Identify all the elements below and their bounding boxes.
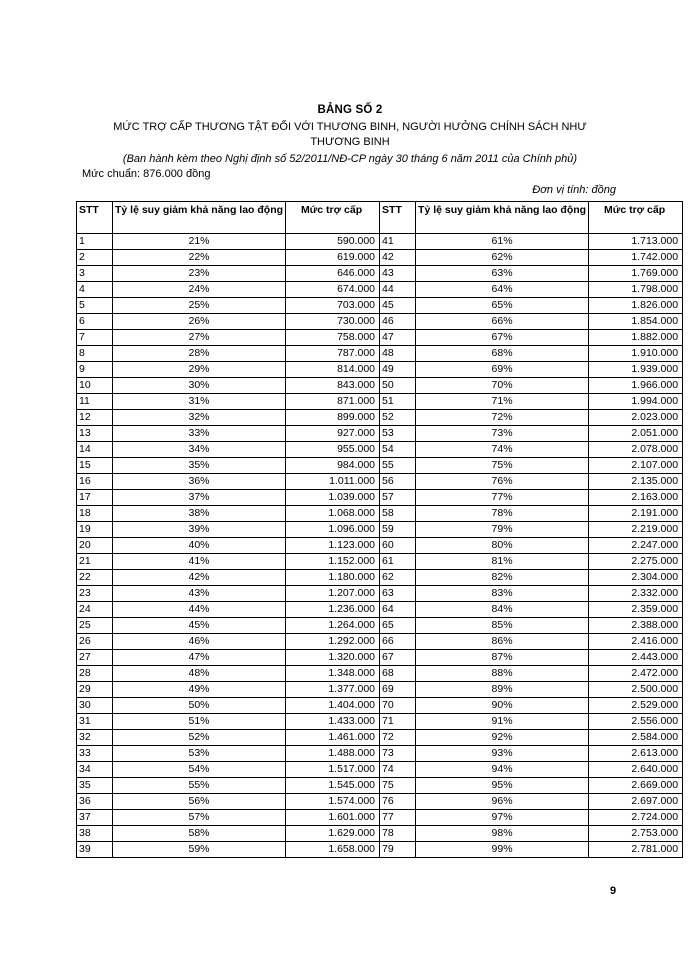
row-stt: 25	[77, 618, 113, 634]
row-stt: 6	[77, 314, 113, 330]
row-rate: 82%	[416, 570, 589, 586]
row-amount: 814.000	[286, 362, 380, 378]
row-stt: 74	[380, 762, 416, 778]
row-stt: 58	[380, 506, 416, 522]
row-amount: 2.023.000	[589, 410, 683, 426]
row-stt: 21	[77, 554, 113, 570]
row-amount: 927.000	[286, 426, 380, 442]
row-rate: 54%	[113, 762, 286, 778]
row-stt: 49	[380, 362, 416, 378]
row-rate: 81%	[416, 554, 589, 570]
row-amount: 2.135.000	[589, 474, 683, 490]
row-stt: 30	[77, 698, 113, 714]
column-header: STT	[77, 202, 113, 234]
row-rate: 83%	[416, 586, 589, 602]
column-header: Mức trợ cấp	[286, 202, 380, 234]
row-stt: 1	[77, 234, 113, 250]
row-amount: 619.000	[286, 250, 380, 266]
row-rate: 55%	[113, 778, 286, 794]
row-stt: 4	[77, 282, 113, 298]
row-amount: 1.742.000	[589, 250, 683, 266]
table-row	[77, 314, 683, 330]
row-rate: 32%	[113, 410, 286, 426]
row-amount: 2.219.000	[589, 522, 683, 538]
row-amount: 2.107.000	[589, 458, 683, 474]
row-stt: 36	[77, 794, 113, 810]
table-row	[77, 234, 683, 250]
row-rate: 25%	[113, 298, 286, 314]
row-stt: 37	[77, 810, 113, 826]
row-amount: 758.000	[286, 330, 380, 346]
row-amount: 1.629.000	[286, 826, 380, 842]
row-stt: 17	[77, 490, 113, 506]
row-amount: 2.163.000	[589, 490, 683, 506]
row-amount: 1.994.000	[589, 394, 683, 410]
row-rate: 47%	[113, 650, 286, 666]
row-rate: 50%	[113, 698, 286, 714]
row-rate: 39%	[113, 522, 286, 538]
row-amount: 1.826.000	[589, 298, 683, 314]
row-amount: 2.078.000	[589, 442, 683, 458]
row-rate: 34%	[113, 442, 286, 458]
row-stt: 39	[77, 842, 113, 858]
row-rate: 43%	[113, 586, 286, 602]
base-rate: Mức chuẩn: 876.000 đồng	[82, 168, 211, 180]
allowance-table	[76, 201, 683, 858]
row-rate: 41%	[113, 554, 286, 570]
row-rate: 71%	[416, 394, 589, 410]
row-rate: 94%	[416, 762, 589, 778]
row-amount: 2.669.000	[589, 778, 683, 794]
row-amount: 984.000	[286, 458, 380, 474]
row-amount: 2.584.000	[589, 730, 683, 746]
row-amount: 703.000	[286, 298, 380, 314]
column-header: Tỷ lệ suy giảm khả năng lao động	[113, 202, 286, 234]
row-rate: 64%	[416, 282, 589, 298]
row-stt: 9	[77, 362, 113, 378]
row-stt: 67	[380, 650, 416, 666]
row-rate: 35%	[113, 458, 286, 474]
row-rate: 97%	[416, 810, 589, 826]
row-rate: 93%	[416, 746, 589, 762]
row-stt: 32	[77, 730, 113, 746]
row-rate: 29%	[113, 362, 286, 378]
row-rate: 66%	[416, 314, 589, 330]
page-number: 9	[610, 885, 617, 897]
table-row	[77, 250, 683, 266]
row-amount: 730.000	[286, 314, 380, 330]
row-stt: 13	[77, 426, 113, 442]
row-amount: 1.966.000	[589, 378, 683, 394]
row-amount: 1.769.000	[589, 266, 683, 282]
row-amount: 2.500.000	[589, 682, 683, 698]
table-row	[77, 682, 683, 698]
table-row	[77, 714, 683, 730]
row-amount: 955.000	[286, 442, 380, 458]
row-amount: 590.000	[286, 234, 380, 250]
row-rate: 21%	[113, 234, 286, 250]
row-stt: 23	[77, 586, 113, 602]
row-stt: 48	[380, 346, 416, 362]
row-amount: 1.320.000	[286, 650, 380, 666]
row-amount: 1.236.000	[286, 602, 380, 618]
row-rate: 49%	[113, 682, 286, 698]
row-amount: 1.713.000	[589, 234, 683, 250]
row-stt: 68	[380, 666, 416, 682]
row-amount: 674.000	[286, 282, 380, 298]
row-rate: 76%	[416, 474, 589, 490]
row-amount: 2.640.000	[589, 762, 683, 778]
row-stt: 22	[77, 570, 113, 586]
table-row	[77, 730, 683, 746]
row-amount: 1.152.000	[286, 554, 380, 570]
row-stt: 8	[77, 346, 113, 362]
table-row	[77, 666, 683, 682]
row-amount: 1.180.000	[286, 570, 380, 586]
row-rate: 26%	[113, 314, 286, 330]
row-amount: 2.247.000	[589, 538, 683, 554]
row-stt: 16	[77, 474, 113, 490]
row-rate: 68%	[416, 346, 589, 362]
row-rate: 62%	[416, 250, 589, 266]
row-rate: 48%	[113, 666, 286, 682]
row-rate: 28%	[113, 346, 286, 362]
row-stt: 66	[380, 634, 416, 650]
row-amount: 2.051.000	[589, 426, 683, 442]
table-row	[77, 474, 683, 490]
table-row	[77, 378, 683, 394]
row-stt: 10	[77, 378, 113, 394]
row-amount: 2.724.000	[589, 810, 683, 826]
row-stt: 43	[380, 266, 416, 282]
row-amount: 1.517.000	[286, 762, 380, 778]
column-header: Tỷ lệ suy giảm khả năng lao động	[416, 202, 589, 234]
table-row	[77, 554, 683, 570]
row-stt: 5	[77, 298, 113, 314]
row-stt: 11	[77, 394, 113, 410]
table-row	[77, 778, 683, 794]
row-stt: 3	[77, 266, 113, 282]
table-row	[77, 282, 683, 298]
row-amount: 2.388.000	[589, 618, 683, 634]
row-amount: 1.461.000	[286, 730, 380, 746]
table-row	[77, 698, 683, 714]
row-amount: 1.601.000	[286, 810, 380, 826]
row-stt: 76	[380, 794, 416, 810]
row-rate: 27%	[113, 330, 286, 346]
row-rate: 98%	[416, 826, 589, 842]
row-rate: 58%	[113, 826, 286, 842]
row-rate: 92%	[416, 730, 589, 746]
row-amount: 1.377.000	[286, 682, 380, 698]
row-rate: 24%	[113, 282, 286, 298]
row-stt: 14	[77, 442, 113, 458]
row-stt: 62	[380, 570, 416, 586]
row-stt: 52	[380, 410, 416, 426]
row-amount: 2.443.000	[589, 650, 683, 666]
row-rate: 73%	[416, 426, 589, 442]
row-stt: 44	[380, 282, 416, 298]
row-stt: 47	[380, 330, 416, 346]
row-rate: 99%	[416, 842, 589, 858]
row-stt: 38	[77, 826, 113, 842]
row-amount: 2.304.000	[589, 570, 683, 586]
row-stt: 35	[77, 778, 113, 794]
column-header: STT	[380, 202, 416, 234]
table-row	[77, 746, 683, 762]
table-row	[77, 842, 683, 858]
row-rate: 78%	[416, 506, 589, 522]
row-stt: 72	[380, 730, 416, 746]
table-row	[77, 330, 683, 346]
row-amount: 1.039.000	[286, 490, 380, 506]
table-row	[77, 618, 683, 634]
row-stt: 20	[77, 538, 113, 554]
row-rate: 61%	[416, 234, 589, 250]
row-stt: 78	[380, 826, 416, 842]
row-rate: 53%	[113, 746, 286, 762]
row-rate: 80%	[416, 538, 589, 554]
row-stt: 18	[77, 506, 113, 522]
row-rate: 77%	[416, 490, 589, 506]
row-amount: 2.359.000	[589, 602, 683, 618]
row-rate: 52%	[113, 730, 286, 746]
row-stt: 55	[380, 458, 416, 474]
row-amount: 1.264.000	[286, 618, 380, 634]
row-stt: 75	[380, 778, 416, 794]
row-rate: 57%	[113, 810, 286, 826]
table-row	[77, 394, 683, 410]
row-amount: 2.781.000	[589, 842, 683, 858]
table-row	[77, 586, 683, 602]
table-row	[77, 362, 683, 378]
row-amount: 1.574.000	[286, 794, 380, 810]
table-row	[77, 410, 683, 426]
row-rate: 38%	[113, 506, 286, 522]
row-rate: 86%	[416, 634, 589, 650]
row-rate: 56%	[113, 794, 286, 810]
row-stt: 63	[380, 586, 416, 602]
row-stt: 19	[77, 522, 113, 538]
table-row	[77, 602, 683, 618]
row-amount: 1.658.000	[286, 842, 380, 858]
row-rate: 51%	[113, 714, 286, 730]
table-row	[77, 762, 683, 778]
row-rate: 22%	[113, 250, 286, 266]
row-rate: 67%	[416, 330, 589, 346]
row-amount: 1.910.000	[589, 346, 683, 362]
row-rate: 96%	[416, 794, 589, 810]
row-stt: 28	[77, 666, 113, 682]
table-row	[77, 426, 683, 442]
row-stt: 59	[380, 522, 416, 538]
row-stt: 70	[380, 698, 416, 714]
row-stt: 77	[380, 810, 416, 826]
table-row	[77, 346, 683, 362]
row-amount: 1.292.000	[286, 634, 380, 650]
row-stt: 34	[77, 762, 113, 778]
row-rate: 45%	[113, 618, 286, 634]
table-row	[77, 442, 683, 458]
row-stt: 79	[380, 842, 416, 858]
row-amount: 787.000	[286, 346, 380, 362]
row-rate: 40%	[113, 538, 286, 554]
row-stt: 15	[77, 458, 113, 474]
row-stt: 65	[380, 618, 416, 634]
row-amount: 1.011.000	[286, 474, 380, 490]
row-amount: 1.939.000	[589, 362, 683, 378]
table-row	[77, 794, 683, 810]
row-stt: 29	[77, 682, 113, 698]
row-amount: 1.798.000	[589, 282, 683, 298]
table-row	[77, 458, 683, 474]
row-stt: 26	[77, 634, 113, 650]
row-stt: 45	[380, 298, 416, 314]
row-amount: 1.545.000	[286, 778, 380, 794]
row-stt: 31	[77, 714, 113, 730]
row-amount: 1.488.000	[286, 746, 380, 762]
row-amount: 2.556.000	[589, 714, 683, 730]
row-stt: 73	[380, 746, 416, 762]
row-rate: 63%	[416, 266, 589, 282]
table-row	[77, 506, 683, 522]
row-rate: 70%	[416, 378, 589, 394]
table-row	[77, 266, 683, 282]
table-body	[77, 234, 683, 858]
row-stt: 33	[77, 746, 113, 762]
row-amount: 871.000	[286, 394, 380, 410]
row-amount: 2.697.000	[589, 794, 683, 810]
row-stt: 46	[380, 314, 416, 330]
row-rate: 87%	[416, 650, 589, 666]
table-row	[77, 634, 683, 650]
row-stt: 41	[380, 234, 416, 250]
row-rate: 85%	[416, 618, 589, 634]
row-stt: 12	[77, 410, 113, 426]
table-row	[77, 522, 683, 538]
row-rate: 95%	[416, 778, 589, 794]
row-rate: 33%	[113, 426, 286, 442]
row-rate: 23%	[113, 266, 286, 282]
row-amount: 1.123.000	[286, 538, 380, 554]
row-amount: 646.000	[286, 266, 380, 282]
table-row	[77, 490, 683, 506]
column-header: Mức trợ cấp	[589, 202, 683, 234]
row-stt: 2	[77, 250, 113, 266]
table-row	[77, 570, 683, 586]
row-stt: 51	[380, 394, 416, 410]
row-rate: 31%	[113, 394, 286, 410]
row-rate: 74%	[416, 442, 589, 458]
row-rate: 65%	[416, 298, 589, 314]
row-amount: 2.613.000	[589, 746, 683, 762]
row-stt: 42	[380, 250, 416, 266]
row-rate: 75%	[416, 458, 589, 474]
row-stt: 56	[380, 474, 416, 490]
row-rate: 91%	[416, 714, 589, 730]
row-rate: 36%	[113, 474, 286, 490]
row-stt: 24	[77, 602, 113, 618]
table-row	[77, 826, 683, 842]
row-amount: 899.000	[286, 410, 380, 426]
row-amount: 2.753.000	[589, 826, 683, 842]
row-amount: 1.433.000	[286, 714, 380, 730]
document-title: BẢNG SỐ 2	[317, 104, 383, 116]
row-stt: 50	[380, 378, 416, 394]
table-row	[77, 810, 683, 826]
table-row	[77, 538, 683, 554]
row-stt: 69	[380, 682, 416, 698]
row-amount: 1.096.000	[286, 522, 380, 538]
row-rate: 84%	[416, 602, 589, 618]
row-rate: 46%	[113, 634, 286, 650]
row-amount: 1.348.000	[286, 666, 380, 682]
row-rate: 69%	[416, 362, 589, 378]
table-row	[77, 650, 683, 666]
decree-reference: (Ban hành kèm theo Nghị định số 52/2011/NĐ-CP ngày 30 tháng 6 năm 2011 của Chính phủ)	[122, 153, 578, 165]
row-rate: 90%	[416, 698, 589, 714]
row-rate: 59%	[113, 842, 286, 858]
row-rate: 72%	[416, 410, 589, 426]
row-rate: 89%	[416, 682, 589, 698]
table-header-row	[77, 202, 683, 234]
row-amount: 1.854.000	[589, 314, 683, 330]
row-stt: 53	[380, 426, 416, 442]
row-amount: 1.404.000	[286, 698, 380, 714]
row-stt: 54	[380, 442, 416, 458]
row-stt: 7	[77, 330, 113, 346]
row-rate: 30%	[113, 378, 286, 394]
table-row	[77, 298, 683, 314]
row-amount: 2.416.000	[589, 634, 683, 650]
row-rate: 44%	[113, 602, 286, 618]
document-subtitle: MỨC TRỢ CẤP THƯƠNG TẬT ĐỐI VỚI THƯƠNG BINH, NGƯỜI HƯỞNG CHÍNH SÁCH NHƯ THƯƠNG BINH	[113, 121, 587, 148]
row-amount: 2.191.000	[589, 506, 683, 522]
row-rate: 37%	[113, 490, 286, 506]
row-stt: 60	[380, 538, 416, 554]
row-rate: 42%	[113, 570, 286, 586]
row-rate: 79%	[416, 522, 589, 538]
row-rate: 88%	[416, 666, 589, 682]
row-amount: 2.275.000	[589, 554, 683, 570]
row-stt: 71	[380, 714, 416, 730]
row-amount: 2.332.000	[589, 586, 683, 602]
unit-note: Đơn vị tính: đồng	[532, 184, 616, 196]
row-amount: 1.068.000	[286, 506, 380, 522]
row-stt: 27	[77, 650, 113, 666]
row-amount: 1.207.000	[286, 586, 380, 602]
row-amount: 2.472.000	[589, 666, 683, 682]
row-amount: 1.882.000	[589, 330, 683, 346]
row-stt: 57	[380, 490, 416, 506]
row-amount: 2.529.000	[589, 698, 683, 714]
row-stt: 61	[380, 554, 416, 570]
row-amount: 843.000	[286, 378, 380, 394]
row-stt: 64	[380, 602, 416, 618]
